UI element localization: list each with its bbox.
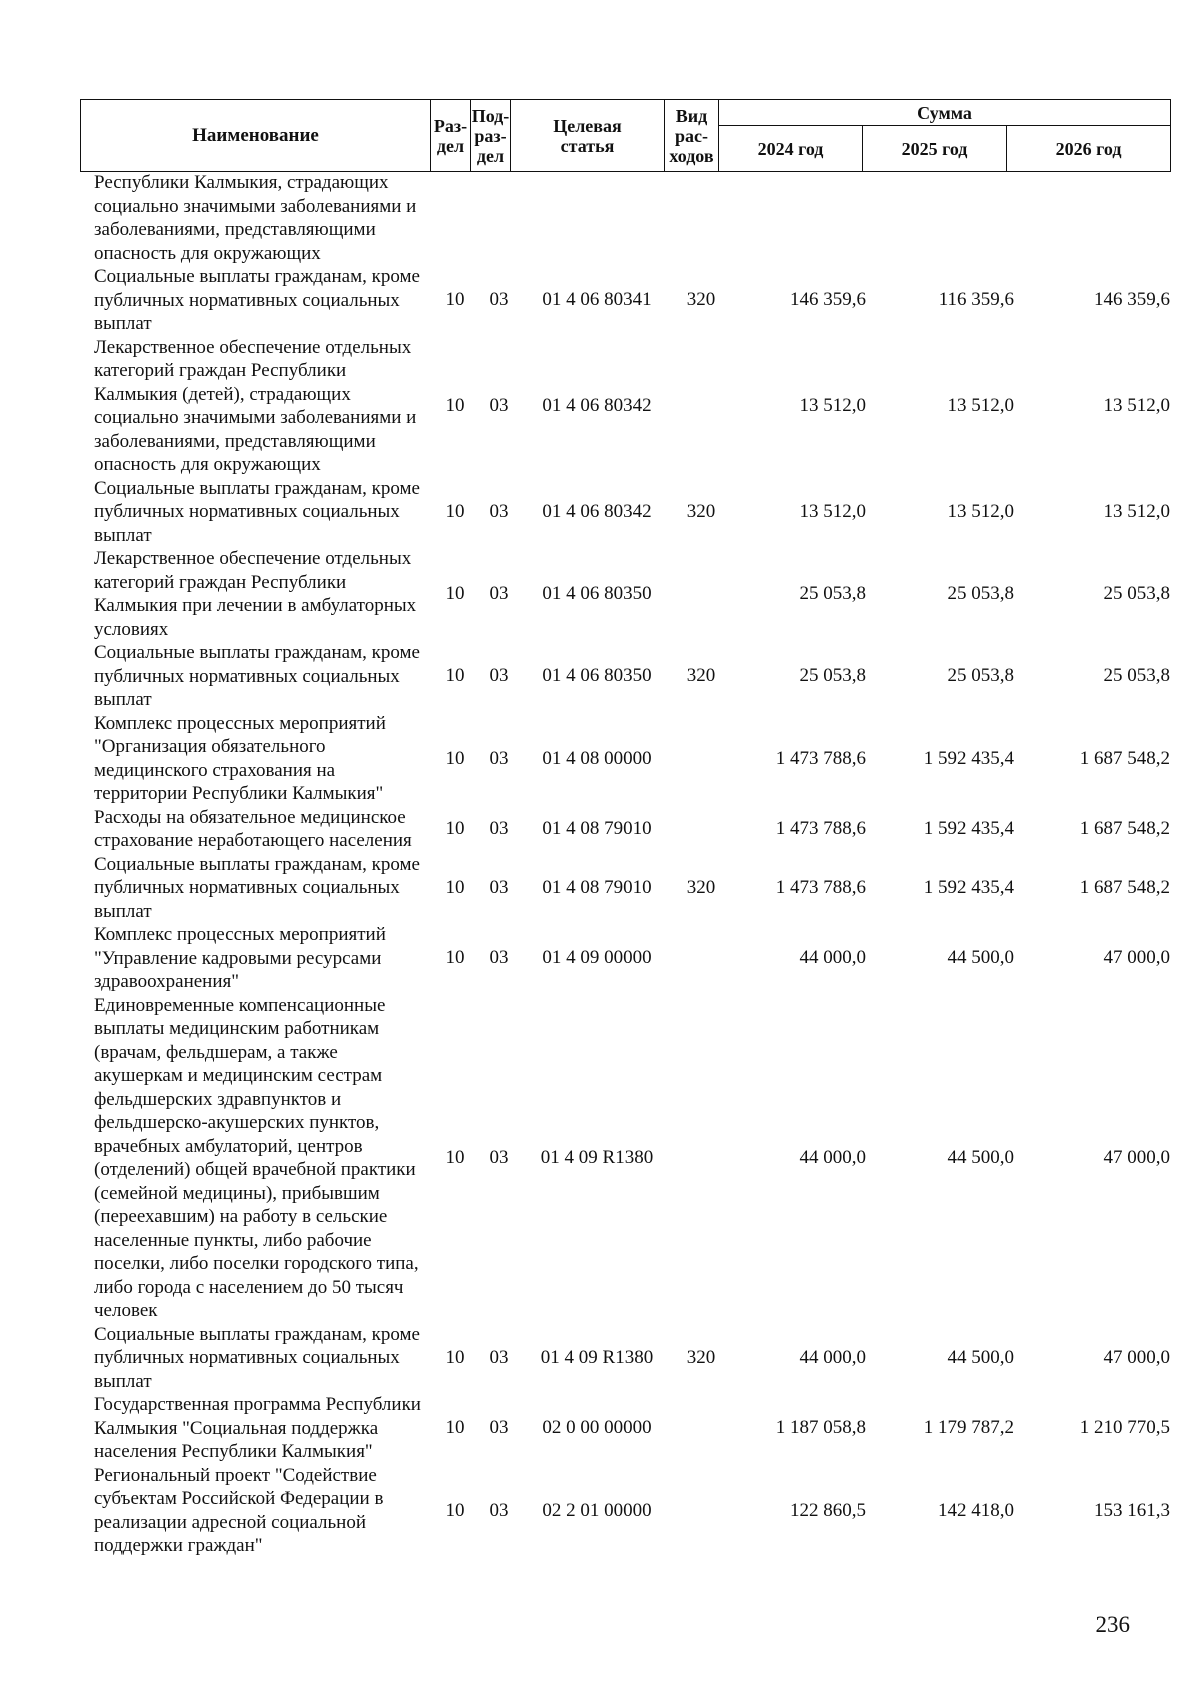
row-target: 02 0 00 00000 <box>542 1417 652 1439</box>
row-kind: 320 <box>686 500 716 522</box>
row-name: Региональный проект "Содействие субъектам Российской Федерации в реализации адресной социальной поддержки граждан" <box>94 1464 384 1556</box>
row-2024: 44 000,0 <box>799 1147 866 1168</box>
row-2024: 25 053,8 <box>799 583 866 604</box>
row-2025: 13 512,0 <box>947 395 1014 416</box>
row-section: 10 <box>445 583 465 604</box>
row-section: 10 <box>445 1499 465 1521</box>
row-2025: 1 592 435,4 <box>923 747 1014 769</box>
row-name: Социальные выплаты гражданам, кроме публичных нормативных социальных выплат <box>94 477 420 546</box>
row-2025: 142 418,0 <box>938 1499 1014 1521</box>
table-header <box>80 99 1171 172</box>
row-name: Комплекс процессных мероприятий "Управление кадровыми ресурсами здравоохранения" <box>94 924 386 992</box>
row-subsection: 03 <box>489 947 509 969</box>
table-row <box>80 1464 1170 1558</box>
row-target: 01 4 06 80342 <box>542 500 652 522</box>
row-2024: 1 187 058,8 <box>775 1417 866 1439</box>
row-2024: 44 000,0 <box>799 1346 866 1368</box>
row-2026: 13 512,0 <box>1103 500 1170 522</box>
row-2026: 25 053,8 <box>1103 665 1170 687</box>
row-kind: 320 <box>686 1346 716 1368</box>
table-row <box>80 171 1170 265</box>
page-number: 236 <box>1095 1612 1130 1637</box>
row-name: Государственная программа Республики Калмыкия "Социальная поддержка населения Республики Калмыкия" <box>94 1394 421 1462</box>
row-2025: 1 592 435,4 <box>923 876 1014 898</box>
row-name: Лекарственное обеспечение отдельных категорий граждан Республики Калмыкия при лечении в амбулаторных условиях <box>94 548 417 640</box>
table-row <box>80 994 1170 1323</box>
row-subsection: 03 <box>489 876 509 898</box>
header-section: Раз- дел <box>431 100 471 172</box>
row-name: Социальные выплаты гражданам, кроме публичных нормативных социальных выплат <box>94 266 420 334</box>
table-row <box>80 265 1170 336</box>
row-subsection: 03 <box>489 818 509 839</box>
row-kind: 320 <box>686 289 716 311</box>
row-name: Комплекс процессных мероприятий "Организация обязательного медицинского страхования на территории Республики Калмыкия" <box>94 712 386 804</box>
table-row <box>80 477 1170 548</box>
row-2025: 116 359,6 <box>938 289 1014 311</box>
row-2025: 44 500,0 <box>947 1147 1014 1168</box>
row-subsection: 03 <box>489 395 509 416</box>
row-2024: 13 512,0 <box>799 395 866 416</box>
row-2025: 44 500,0 <box>947 1346 1014 1368</box>
header-year-2024: 2024 год <box>719 126 863 172</box>
row-target: 02 2 01 00000 <box>542 1499 652 1521</box>
row-2026: 1 687 548,2 <box>1079 818 1170 839</box>
row-section: 10 <box>445 500 465 522</box>
row-subsection: 03 <box>489 1147 509 1168</box>
row-2026: 47 000,0 <box>1103 1346 1170 1368</box>
row-2025: 1 179 787,2 <box>923 1417 1014 1439</box>
row-section: 10 <box>445 747 465 769</box>
row-subsection: 03 <box>489 747 509 769</box>
row-name: Социальные выплаты гражданам, кроме публичных нормативных социальных выплат <box>94 642 420 710</box>
header-target: Целевая статья <box>511 100 665 172</box>
row-subsection: 03 <box>489 1346 509 1368</box>
row-2024: 122 860,5 <box>790 1499 866 1521</box>
table-row <box>80 1323 1170 1394</box>
row-target: 01 4 08 79010 <box>542 876 652 898</box>
row-2026: 47 000,0 <box>1103 947 1170 969</box>
row-2024: 25 053,8 <box>799 665 866 687</box>
row-section: 10 <box>445 876 465 898</box>
row-section: 10 <box>445 395 465 416</box>
table-row <box>80 853 1170 924</box>
header-sum: Сумма <box>719 100 1171 126</box>
row-2024: 146 359,6 <box>790 289 866 311</box>
row-2024: 1 473 788,6 <box>775 818 866 839</box>
table-row <box>80 641 1170 712</box>
row-2025: 44 500,0 <box>947 947 1014 969</box>
header-kind: Вид рас- ходов <box>665 100 719 172</box>
row-2026: 146 359,6 <box>1094 289 1170 311</box>
row-subsection: 03 <box>489 289 509 311</box>
row-2026: 47 000,0 <box>1103 1147 1170 1168</box>
row-2025: 1 592 435,4 <box>923 818 1014 839</box>
row-target: 01 4 08 00000 <box>542 747 652 769</box>
row-target: 01 4 06 80341 <box>542 289 652 311</box>
table-row <box>80 923 1170 994</box>
table-row <box>80 1393 1170 1464</box>
row-2026: 1 687 548,2 <box>1079 747 1170 769</box>
header-name: Наименование <box>81 100 431 172</box>
row-target: 01 4 09 R1380 <box>540 1346 654 1368</box>
header-subsection: Под- раз- дел <box>471 100 511 172</box>
row-subsection: 03 <box>489 1417 509 1439</box>
row-target: 01 4 09 00000 <box>542 947 652 969</box>
row-target: 01 4 06 80350 <box>542 665 652 687</box>
row-section: 10 <box>445 1417 465 1439</box>
row-name: Расходы на обязательное медицинское страхование неработающего населения <box>94 806 412 851</box>
row-kind: 320 <box>686 876 716 898</box>
table-row <box>80 712 1170 806</box>
row-target: 01 4 06 80342 <box>542 395 652 416</box>
row-target: 01 4 06 80350 <box>542 583 652 604</box>
row-2024: 1 473 788,6 <box>775 876 866 898</box>
row-name: Социальные выплаты гражданам, кроме публичных нормативных социальных выплат <box>94 853 420 922</box>
row-section: 10 <box>445 665 465 687</box>
row-2026: 25 053,8 <box>1103 583 1170 604</box>
row-name: Социальные выплаты гражданам, кроме публичных нормативных социальных выплат <box>94 1323 420 1392</box>
header-year-2025: 2025 год <box>863 126 1007 172</box>
row-name: Лекарственное обеспечение отдельных категорий граждан Республики Калмыкия (детей), страдающих социально значимыми заболеваниями и заболеваниями, представляющими опасность для окружающих <box>94 336 417 475</box>
row-subsection: 03 <box>489 665 509 687</box>
row-2024: 44 000,0 <box>799 947 866 969</box>
header-year-2026: 2026 год <box>1007 126 1171 172</box>
row-2024: 1 473 788,6 <box>775 747 866 769</box>
row-2026: 13 512,0 <box>1103 395 1170 416</box>
row-subsection: 03 <box>489 500 509 522</box>
row-target: 01 4 08 79010 <box>542 818 652 839</box>
row-subsection: 03 <box>489 583 509 604</box>
table-row <box>80 547 1170 641</box>
table-row <box>80 336 1170 477</box>
row-name: Республики Калмыкия, страдающих социально значимыми заболеваниями и заболеваниями, представляющими опасность для окружающих <box>94 172 417 264</box>
row-target: 01 4 09 R1380 <box>540 1147 654 1168</box>
row-2024: 13 512,0 <box>799 500 866 522</box>
row-2025: 25 053,8 <box>947 583 1014 604</box>
row-subsection: 03 <box>489 1499 509 1521</box>
row-section: 10 <box>445 1346 465 1368</box>
row-section: 10 <box>445 818 465 839</box>
row-kind: 320 <box>686 665 716 687</box>
row-section: 10 <box>445 947 465 969</box>
row-2026: 1 210 770,5 <box>1079 1417 1170 1439</box>
row-2025: 25 053,8 <box>947 665 1014 687</box>
row-section: 10 <box>445 289 465 311</box>
row-section: 10 <box>445 1147 465 1168</box>
table-row <box>80 806 1170 853</box>
row-2026: 153 161,3 <box>1094 1499 1170 1521</box>
row-name: Единовременные компенсационные выплаты медицинским работникам (врачам, фельдшерам, а также акушеркам и медицинским сестрам фельдшерских здравпунктов и фельдшерско-акушерских пунктов, врачебных амбулаторий, центров (отделений) общей врачебной практики (семейной медицины), прибывшим (переехавшим) на работу в сельские населенные пункты, либо рабочие поселки, либо поселки городского типа, либо города с населением до 50 тысяч человек <box>94 994 419 1321</box>
table-body <box>80 171 1170 1558</box>
row-2026: 1 687 548,2 <box>1079 876 1170 898</box>
row-2025: 13 512,0 <box>947 500 1014 522</box>
